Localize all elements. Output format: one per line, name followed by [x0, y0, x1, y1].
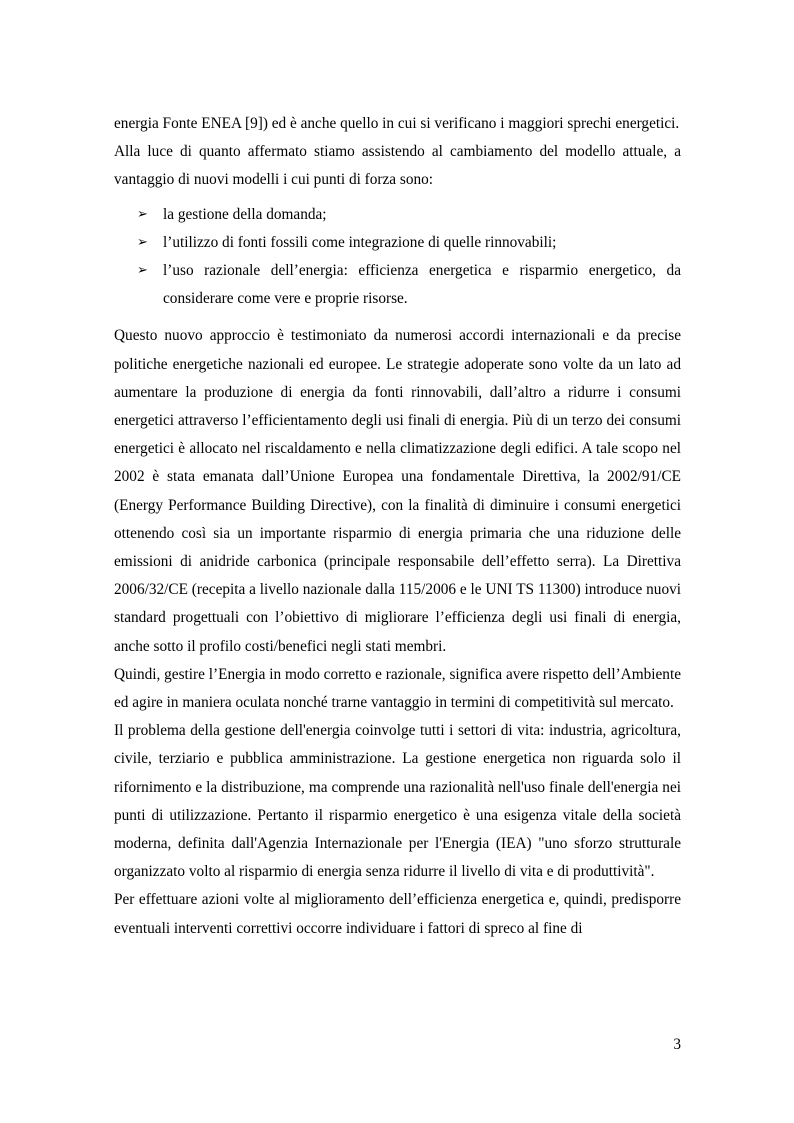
arrowhead-bullet-icon: ➢ — [137, 263, 148, 279]
paragraph: Quindi, gestire l’Energia in modo corretto e razionale, significa avere rispetto dell’Ambiente ed agire in maniera oculata nonché trarne vantaggio in termini di competitività sul mercato. — [114, 665, 681, 712]
paragraph: Questo nuovo approccio è testimoniato da numerosi accordi internazionali e da precise politiche energetiche nazionali ed europee. Le strategie adoperate sono volte da un lato ad aumentare la produzione di energia da fonti rinnovabili, dall’altro a ridurre i consumi energetici attraverso l’efficientamento degli usi finali di energia. Più di un terzo dei consumi energetici è allocato nel riscaldamento e nella climatizzazione degli edifici. A tale scopo nel 2002 è stata emanata dall’Unione Europea una fondamentale Direttiva, la 2002/91/CE (Energy Performance Building Directive), con la finalità di diminuire i consumi energetici ottenendo così sia un importante risparmio di energia primaria che una riduzione delle emissioni di anidride carbonica (principale responsabile dell’effetto serra). La Direttiva 2006/32/CE (recepita a livello nazionale dalla 115/2006 e le UNI TS 11300) introduce nuovi standard progettuali con l’obiettivo di migliorare l’efficienza degli usi finali di energia, anche sotto il profilo costi/benefici negli stati membri. — [114, 327, 681, 655]
page-number: 3 — [673, 1036, 681, 1053]
paragraph: Per effettuare azioni volte al miglioramento dell’efficienza energetica e, quindi, predisporre eventuali interventi correttivi occorre individuare i fattori di spreco al fine di — [114, 891, 681, 937]
list-item-text: l’utilizzo di fonti fossili come integrazione di quelle rinnovabili; — [163, 233, 557, 251]
list-item-text: l’uso razionale dell’energia: efficienza energetica e risparmio energetico, da considerare come vere e proprie risorse. — [163, 262, 681, 308]
bullet-list — [114, 201, 681, 314]
paragraph: energia Fonte ENEA [9]) ed è anche quello in cui si verificano i maggiori sprechi energetici. — [114, 115, 680, 132]
arrowhead-bullet-icon: ➢ — [137, 234, 148, 250]
paragraph: Il problema della gestione dell'energia coinvolge tutti i settori di vita: industria, agricoltura, civile, terziario e pubblica amministrazione. La gestione energetica non riguarda solo il rifornimento e la distribuzione, ma comprende una razionalità nell'uso finale dell'energia nei punti di utilizzazione. Pertanto il risparmio energetico è una esigenza vitale della società moderna, definita dall'Agenzia Internazionale per l'Energia (IEA) "uno sforzo strutturale organizzato volto al risparmio di energia senza ridurre il livello di vita e di produttività". — [114, 722, 681, 881]
body-text — [114, 110, 681, 943]
paragraph: Alla luce di quanto affermato stiamo assistendo al cambiamento del modello attuale, a vantaggio di nuovi modelli i cui punti di forza sono: — [114, 143, 681, 189]
list-item — [114, 257, 681, 313]
list-item — [114, 201, 681, 229]
list-item — [114, 229, 681, 257]
list-item-text: la gestione della domanda; — [163, 205, 327, 223]
arrowhead-bullet-icon: ➢ — [137, 206, 148, 222]
